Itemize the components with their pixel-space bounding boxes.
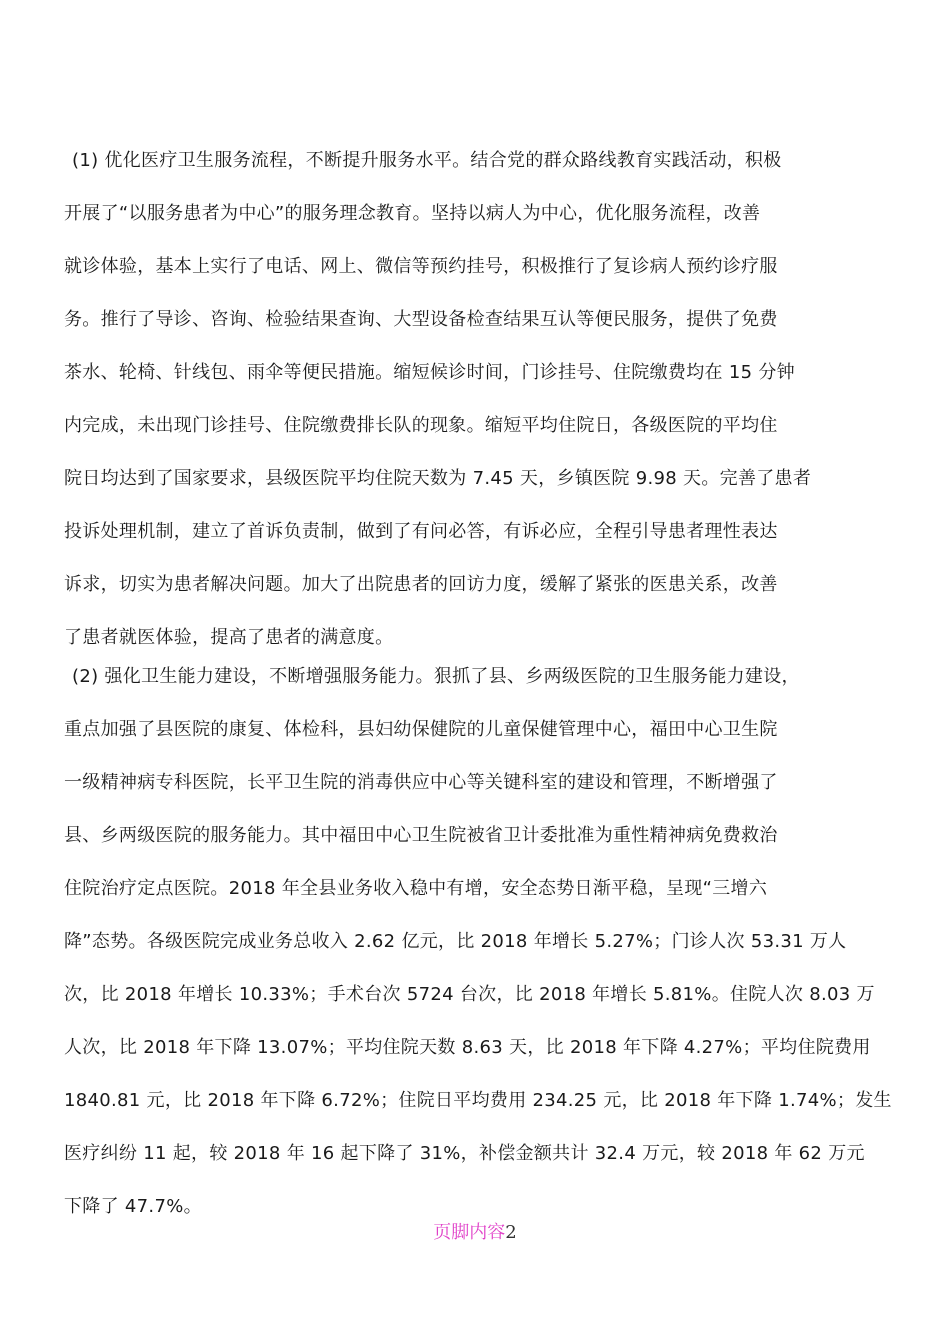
paragraph-line: 了患者就医体验，提高了患者的满意度。 <box>64 627 394 648</box>
paragraph-line: 人次，比 2018 年下降 13.07%；平均住院天数 8.63 天，比 2018 年下降 4.27%；平均住院费用 <box>64 1037 871 1058</box>
paragraph-line: 内完成，未出现门诊挂号、住院缴费排长队的现象。缩短平均住院日，各级医院的平均住 <box>64 415 778 436</box>
paragraph-line: 次，比 2018 年增长 10.33%；手术台次 5724 台次，比 2018 年增长 5.81%。住院人次 8.03 万 <box>64 984 875 1005</box>
paragraph-line: 住院治疗定点医院。2018 年全县业务收入稳中有增，安全态势日渐平稳，呈现“三增六 <box>64 878 768 899</box>
paragraph-line: 开展了“以服务患者为中心”的服务理念教育。坚持以病人为中心，优化服务流程，改善 <box>64 203 761 224</box>
paragraph-line: 茶水、轮椅、针线包、雨伞等便民措施。缩短候诊时间，门诊挂号、住院缴费均在 15 分钟 <box>64 362 795 383</box>
paragraph-line: 诉求，切实为患者解决问题。加大了出院患者的回访力度，缓解了紧张的医患关系，改善 <box>64 574 778 595</box>
paragraph-line: 投诉处理机制，建立了首诉负责制，做到了有问必答，有诉必应，全程引导患者理性表达 <box>64 521 778 542</box>
paragraph-line: 1840.81 元，比 2018 年下降 6.72%；住院日平均费用 234.25 元，比 2018 年下降 1.74%；发生 <box>64 1090 892 1111</box>
footer-label: 页脚内容 <box>433 1222 506 1243</box>
paragraph-line: 医疗纠纷 11 起，较 2018 年 16 起下降了 31%，补偿金额共计 32.4 万元，较 2018 年 62 万元 <box>64 1143 865 1164</box>
paragraph-line: (1) 优化医疗卫生服务流程，不断提升服务水平。结合党的群众路线教育实践活动，积极 <box>72 150 782 171</box>
page-footer <box>0 1218 950 1248</box>
page-number: 2 <box>505 1222 517 1243</box>
paragraph-line: 就诊体验，基本上实行了电话、网上、微信等预约挂号，积极推行了复诊病人预约诊疗服 <box>64 256 778 277</box>
paragraph-line: 降”态势。各级医院完成业务总收入 2.62 亿元，比 2018 年增长 5.27%；门诊人次 53.31 万人 <box>64 931 847 952</box>
paragraph-line: (2) 强化卫生能力建设，不断增强服务能力。狠抓了县、乡两级医院的卫生服务能力建设， <box>72 666 800 687</box>
paragraph-1 <box>64 134 906 664</box>
paragraph-line: 务。推行了导诊、咨询、检验结果查询、大型设备检查结果互认等便民服务，提供了免费 <box>64 309 778 330</box>
paragraph-line: 一级精神病专科医院，长平卫生院的消毒供应中心等关键科室的建设和管理，不断增强了 <box>64 772 778 793</box>
paragraph-line: 县、乡两级医院的服务能力。其中福田中心卫生院被省卫计委批准为重性精神病免费救治 <box>64 825 778 846</box>
paragraph-line: 重点加强了县医院的康复、体检科，县妇幼保健院的儿童保健管理中心，福田中心卫生院 <box>64 719 778 740</box>
paragraph-line: 下降了 47.7%。 <box>64 1196 202 1217</box>
paragraph-line: 院日均达到了国家要求，县级医院平均住院天数为 7.45 天，乡镇医院 9.98 天。完善了患者 <box>64 468 812 489</box>
paragraph-2 <box>64 650 906 1233</box>
